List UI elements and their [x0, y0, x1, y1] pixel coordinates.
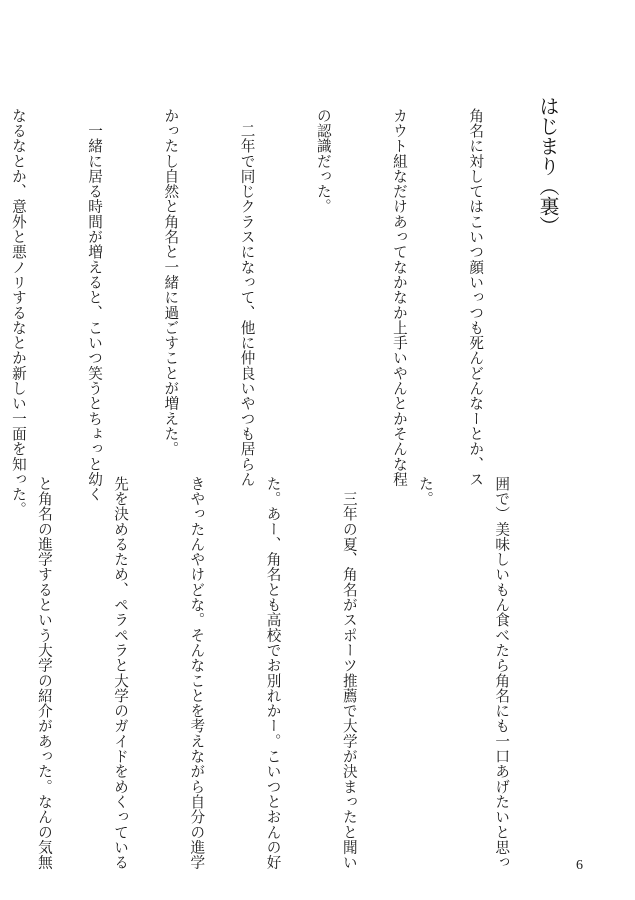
text-block-bottom [35, 476, 565, 870]
text-line: 囲で）美味しいもん食べたら角名にも一口あげたいと思っ [493, 476, 511, 870]
chapter-title: はじまり（裏） [536, 96, 560, 236]
page-number: 6 [576, 858, 583, 873]
text-line: カウト組なだけあってなかなか上手いやんとかそんな程 [390, 108, 408, 487]
text-line: 先を決めるため、ペラペラと大学のガイドをめくっている [112, 476, 130, 870]
text-line: 一緒に居る時間が増えると、こいつ笑うとちょっと幼く [86, 108, 104, 502]
text-line: なるなとか、意外と悪ノリするなとか新しい一面を知った。 [9, 108, 27, 518]
text-line: た。 [416, 476, 434, 507]
text-line: の認識だった。 [314, 108, 332, 215]
text-line: 三年の夏、角名がスポーツ推薦で大学が決まったと聞い [340, 476, 358, 870]
text-line: かったし自然と角名と一緒に過ごすことが増えた。 [162, 108, 180, 457]
text-line: きやったんやけどな。そんなことを考えながら自分の進学 [188, 476, 206, 870]
text-line: と角名の進学するという大学の紹介があった。なんの気無 [35, 476, 53, 870]
text-line: た。あー、角名とも高校でお別れかー。こいつとおんの好 [264, 476, 282, 870]
text-line: 角名に対してはこいつ顔いっつも死んどんなーとか、ス [467, 108, 485, 487]
text-block-top [9, 108, 539, 518]
text-line: 二年で同じクラスになって、他に仲良いやつも居らん [238, 108, 256, 487]
